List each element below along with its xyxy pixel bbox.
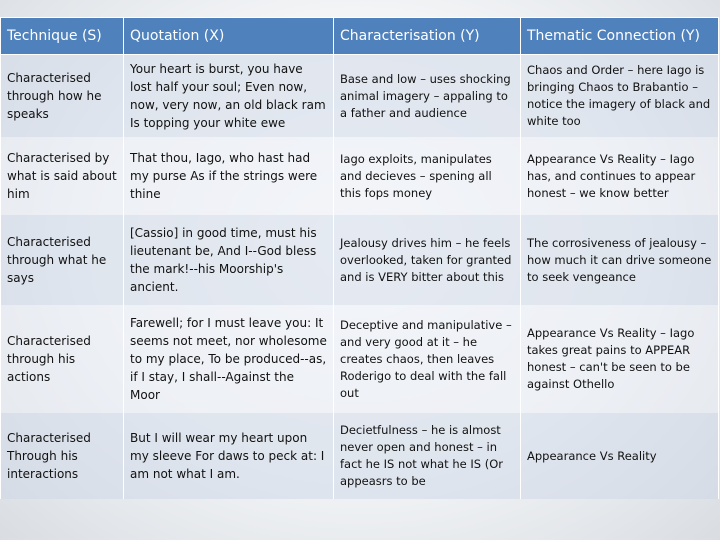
thematic-cell: Appearance Vs Reality — [521, 413, 719, 499]
table-row — [1, 413, 719, 499]
characterisation-cell: Jealousy drives him – he feels overlooked, taken for granted and is VERY bitter about this — [334, 215, 521, 305]
table-row — [1, 215, 719, 305]
header-quotation: Quotation (X) — [124, 18, 334, 55]
table-row — [1, 305, 719, 413]
characterisation-cell: Decietfulness – he is almost never open and honest – in fact he IS not what he IS (Or appeasrs to be — [334, 413, 521, 499]
technique-cell: Characterised through his actions — [1, 305, 124, 413]
header-row — [1, 18, 719, 55]
quotation-cell: [Cassio] in good time, must his lieutenant be, And I--God bless the mark!--his Moorship's ancient. — [124, 215, 334, 305]
thematic-cell: Appearance Vs Reality – Iago takes great pains to APPEAR honest – can't be seen to be against Othello — [521, 305, 719, 413]
quotation-cell: That thou, Iago, who hast had my purse As if the strings were thine — [124, 137, 334, 215]
technique-cell: Characterised Through his interactions — [1, 413, 124, 499]
thematic-cell: Chaos and Order – here Iago is bringing Chaos to Brabantio – notice the imagery of black and white too — [521, 55, 719, 138]
quotation-cell: Farewell; for I must leave you: It seems not meet, nor wholesome to my place, To be produced--as, if I stay, I shall--Against the Moor — [124, 305, 334, 413]
characterisation-cell: Iago exploits, manipulates and decieves – spening all this fops money — [334, 137, 521, 215]
characterisation-cell: Deceptive and manipulative – and very good at it – he creates chaos, then leaves Roderigo to deal with the fall out — [334, 305, 521, 413]
header-characterisation: Characterisation (Y) — [334, 18, 521, 55]
technique-cell: Characterised by what is said about him — [1, 137, 124, 215]
quotation-cell: But I will wear my heart upon my sleeve For daws to peck at: I am not what I am. — [124, 413, 334, 499]
characterisation-cell: Base and low – uses shocking animal imagery – appaling to a father and audience — [334, 55, 521, 138]
thematic-cell: The corrosiveness of jealousy – how much it can drive someone to seek vengeance — [521, 215, 719, 305]
technique-cell: Characterised through what he says — [1, 215, 124, 305]
header-technique: Technique (S) — [1, 18, 124, 55]
thematic-cell: Appearance Vs Reality – Iago has, and continues to appear honest – we know better — [521, 137, 719, 215]
analysis-table — [0, 17, 719, 499]
technique-cell: Characterised through how he speaks — [1, 55, 124, 138]
quotation-cell: Your heart is burst, you have lost half your soul; Even now, now, very now, an old black ram Is topping your white ewe — [124, 55, 334, 138]
header-thematic-connection: Thematic Connection (Y) — [521, 18, 719, 55]
table-row — [1, 55, 719, 138]
table-row — [1, 137, 719, 215]
